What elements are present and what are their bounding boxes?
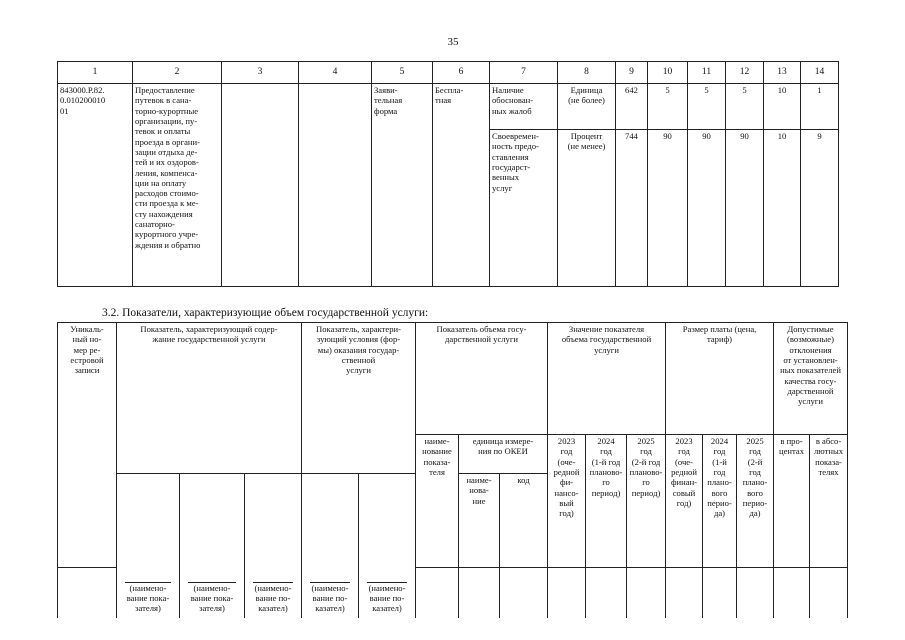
empty-cell: [703, 568, 737, 618]
content-indicator-header: Показатель, характеризующий содер- жание государственной услуги: [117, 323, 302, 474]
empty-cell: [222, 84, 299, 287]
condition-indicator-name: (наимено- вание по- казател): [302, 568, 359, 618]
empty-cell: [117, 474, 180, 568]
col-number: 13: [764, 62, 801, 84]
volume-indicator-header: Показатель объема госу- дарственной услуги: [416, 323, 548, 435]
empty-cell: [627, 568, 666, 618]
value-cell: 5: [688, 84, 726, 130]
col-number: 4: [299, 62, 372, 84]
deviation-absolute-header: в абсо- лютных показа- телях: [810, 435, 848, 568]
unique-number-header: Уникаль- ный но- мер ре- естровой записи: [58, 323, 117, 568]
content-indicator-name: (наимено- вание по- казател): [245, 568, 302, 618]
col-number: 8: [558, 62, 616, 84]
empty-cell: [666, 568, 703, 618]
value-cell: 90: [688, 130, 726, 287]
sub-indicator-row: [58, 568, 848, 618]
value-cell: 5: [726, 84, 764, 130]
col-number: 12: [726, 62, 764, 84]
empty-cell: [548, 568, 586, 618]
service-name: Предоставление путевок в сана- торно-курортные организации, пу- тевок и оплаты проезда в органи- зации отдыха де- тей и их оздоров- ления, компенса- ции на оплату расходов стоимо- сти проезда к ме- сту нахождения санаторно- курортного учре- ждения и обратно: [133, 84, 222, 287]
column-number-row: [58, 62, 839, 84]
header-row: [58, 323, 848, 435]
col-number: 7: [490, 62, 558, 84]
col-number: 14: [801, 62, 839, 84]
empty-cell: [245, 474, 302, 568]
col-number: 6: [433, 62, 490, 84]
deviation-header: Допустимые (возможные) отклонения от установлен- ных показателей качества госу- дарственной услуги: [774, 323, 848, 435]
empty-cell: [500, 568, 548, 618]
col-number: 10: [648, 62, 688, 84]
deviation-percent-header: в про- центах: [774, 435, 810, 568]
okei-name-header: наиме- нова- ние: [459, 474, 500, 568]
col-number: 11: [688, 62, 726, 84]
service-form: Заяви- тельная форма: [372, 84, 433, 287]
col-number: 2: [133, 62, 222, 84]
empty-cell: [586, 568, 627, 618]
indicator-name: Своевремен- ность предо- ставления государст- венных услуг: [490, 130, 558, 287]
empty-cell: [416, 568, 459, 618]
value-cell: 10: [764, 130, 801, 287]
empty-cell: [737, 568, 774, 618]
value-year-header: 2024 год (1-й год планово- го период): [586, 435, 627, 568]
empty-cell: [180, 474, 245, 568]
fee-header: Размер платы (цена, тариф): [666, 323, 774, 435]
value-cell: 5: [648, 84, 688, 130]
okei-code: 642: [616, 84, 648, 130]
okei-unit-header: единица измере- ния по ОКЕИ: [459, 435, 548, 474]
unit-name: Единица (не более): [558, 84, 616, 130]
empty-cell: [299, 84, 372, 287]
service-payment: Беспла- тная: [433, 84, 490, 287]
value-cell: 10: [764, 84, 801, 130]
empty-cell: [359, 474, 416, 568]
content-indicator-name: (наимено- вание пока- зателя): [117, 568, 180, 618]
volume-indicators-table: [57, 322, 848, 618]
okei-code-header: код: [500, 474, 548, 568]
table-row: [58, 84, 839, 130]
conditions-indicator-header: Показатель, характери- зующий условия (фор- мы) оказания государ- ственной услуги: [302, 323, 416, 474]
col-number: 5: [372, 62, 433, 84]
value-year-header: 2025 год (2-й год планово- го период): [627, 435, 666, 568]
col-number: 1: [58, 62, 133, 84]
empty-cell: [302, 474, 359, 568]
empty-cell: [459, 568, 500, 618]
empty-cell: [810, 568, 848, 618]
fee-year-header: 2025 год (2-й год плано- вого перио- да): [737, 435, 774, 568]
value-year-header: 2023 год (оче- редной фи- нансо- вый год): [548, 435, 586, 568]
col-number: 3: [222, 62, 299, 84]
okei-code: 744: [616, 130, 648, 287]
fee-year-header: 2024 год (1-й год плано- вого перио- да): [703, 435, 737, 568]
fee-year-header: 2023 год (оче- редной финан- совый год): [666, 435, 703, 568]
value-cell: 90: [726, 130, 764, 287]
section-heading: 3.2. Показатели, характеризующие объем государственной услуги:: [102, 307, 429, 319]
col-number: 9: [616, 62, 648, 84]
value-cell: 90: [648, 130, 688, 287]
indicator-value-header: Значение показателя объема государственной услуги: [548, 323, 666, 435]
value-cell: 1: [801, 84, 839, 130]
volume-indicator-name-header: наиме- нование показа- теля: [416, 435, 459, 568]
content-indicator-name: (наимено- вание пока- зателя): [180, 568, 245, 618]
value-cell: 9: [801, 130, 839, 287]
unit-name: Процент (не менее): [558, 130, 616, 287]
registry-code: 843000.Р.82. 0.010200010 01: [58, 84, 133, 287]
page-number: 35: [447, 36, 459, 48]
condition-indicator-name: (наимено- вание по- казател): [359, 568, 416, 618]
indicator-name: Наличие обоснован- ных жалоб: [490, 84, 558, 130]
empty-cell: [58, 568, 117, 618]
empty-cell: [774, 568, 810, 618]
quality-indicators-table: [57, 61, 839, 287]
